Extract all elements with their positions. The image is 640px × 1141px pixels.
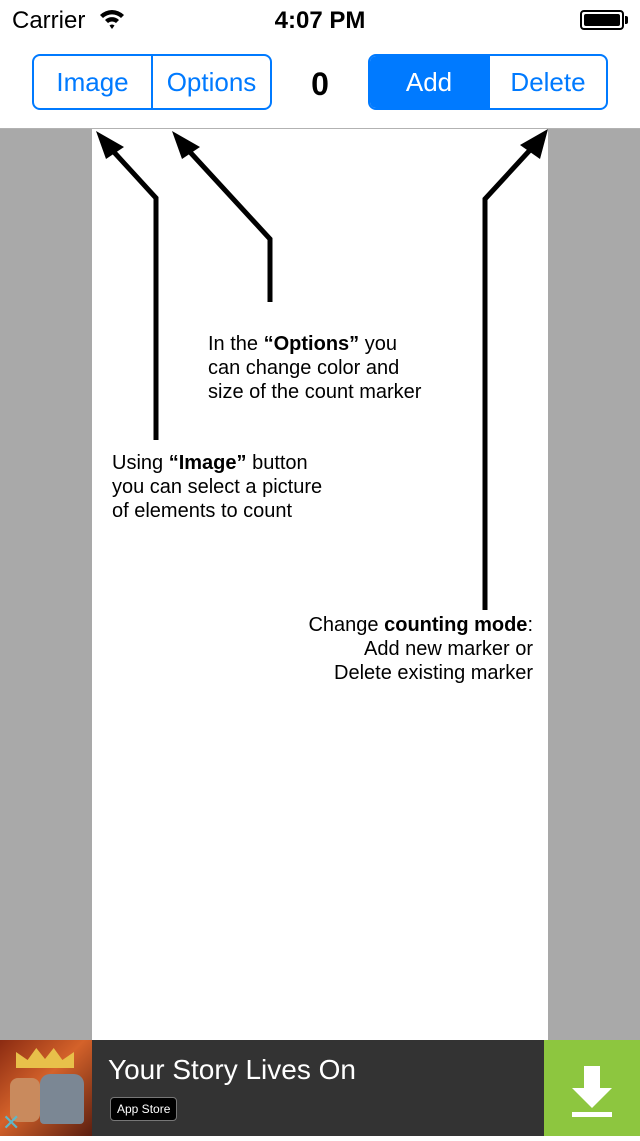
help-arrows — [0, 129, 640, 1040]
image-options-segmented-control — [32, 54, 272, 110]
battery-icon — [580, 10, 628, 30]
image-button[interactable]: Image — [56, 66, 129, 97]
download-arrow-icon — [544, 1040, 640, 1136]
note-text: In the — [208, 333, 264, 355]
note-line: of elements to count — [112, 500, 293, 522]
note-line: can change color and — [208, 357, 400, 379]
note-emphasis: “Options” — [263, 333, 360, 355]
note-line: size of the count marker — [208, 381, 422, 403]
image-help-note — [112, 451, 322, 523]
ad-close-icon[interactable]: ✕ — [2, 1110, 21, 1135]
content-area — [0, 129, 640, 1040]
marker-count: 0 — [311, 66, 329, 102]
delete-mode-button[interactable]: Delete — [488, 56, 606, 108]
mode-arrow — [485, 137, 542, 610]
note-text: Using — [112, 452, 169, 474]
image-arrow — [102, 139, 156, 440]
options-arrow — [178, 139, 270, 302]
app-store-badge[interactable] — [110, 1097, 177, 1121]
note-line: you can select a picture — [112, 476, 323, 498]
note-text: button — [246, 452, 308, 474]
add-mode-button[interactable]: Add — [370, 56, 488, 108]
status-clock: 4:07 PM — [274, 7, 366, 34]
note-line: Delete existing marker — [334, 662, 533, 684]
note-text: : — [527, 614, 533, 636]
ad-title[interactable]: Your Story Lives On — [108, 1054, 356, 1085]
counting-mode-segmented-control — [368, 54, 608, 110]
options-help-note — [208, 332, 421, 404]
top-toolbar — [0, 40, 640, 129]
note-emphasis: counting mode — [384, 614, 528, 636]
app-store-label: App Store — [117, 1102, 171, 1116]
note-text: Change — [308, 614, 385, 636]
note-emphasis: “Image” — [168, 452, 247, 474]
carrier-label: Carrier — [12, 7, 86, 34]
note-text: you — [359, 333, 397, 355]
status-bar — [0, 0, 640, 40]
options-button[interactable]: Options — [151, 56, 270, 108]
counting-mode-help-note — [300, 613, 533, 685]
note-line: Add new marker or — [364, 638, 533, 660]
ad-banner[interactable] — [0, 1040, 640, 1136]
ad-download-button[interactable] — [544, 1040, 640, 1136]
